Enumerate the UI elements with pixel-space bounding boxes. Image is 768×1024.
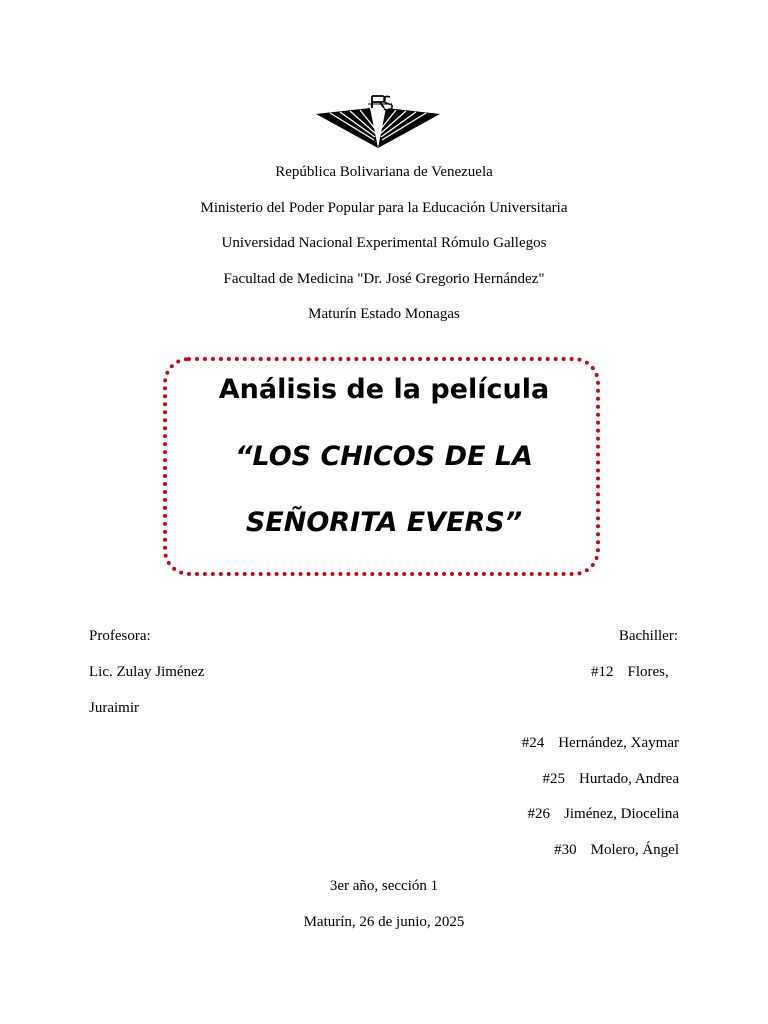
student-name: Hurtado, Andrea: [579, 771, 679, 787]
header-faculty: Facultad de Medicina "Dr. José Gregorio Hernández": [223, 271, 545, 287]
header-republic: República Bolivariana de Venezuela: [275, 164, 493, 180]
student-number: #24: [521, 735, 545, 751]
student-number: #12: [591, 664, 614, 680]
student-number: #26: [527, 806, 551, 822]
student-item: [554, 841, 679, 859]
student-name: Flores,: [627, 664, 669, 680]
student-item: [543, 770, 679, 788]
students-label: Bachiller:: [618, 628, 678, 644]
professor-label: Profesora:: [89, 628, 151, 644]
student-number: #25: [542, 771, 566, 787]
document-title: Análisis de la película: [218, 374, 550, 405]
header-city: Maturín Estado Monagas: [308, 306, 460, 322]
header-university: Universidad Nacional Experimental Rómulo Gallegos: [221, 235, 547, 251]
student-name: Jiménez, Diocelina: [564, 806, 679, 822]
student-item: [528, 805, 679, 823]
professor-name: Lic. Zulay Jiménez: [89, 664, 205, 680]
student-item: [591, 663, 669, 681]
student-item: [522, 734, 679, 752]
header-ministry: Ministerio del Poder Popular para la Educación Universitaria: [200, 200, 568, 216]
student-number: #30: [554, 842, 577, 858]
course-section: 3er año, sección 1: [329, 878, 439, 894]
student-name: Hernández, Xaymar: [558, 735, 679, 751]
movie-title-line-2: SEÑORITA EVERS”: [245, 507, 523, 538]
document-date: Maturín, 26 de junio, 2025: [303, 914, 465, 930]
student-name: Molero, Ángel: [590, 842, 679, 858]
movie-title-line-1: “LOS CHICOS DE LA: [235, 441, 533, 472]
university-logo-winged-icon: [314, 92, 442, 150]
professor-name-continued: Juraimir: [89, 700, 139, 716]
